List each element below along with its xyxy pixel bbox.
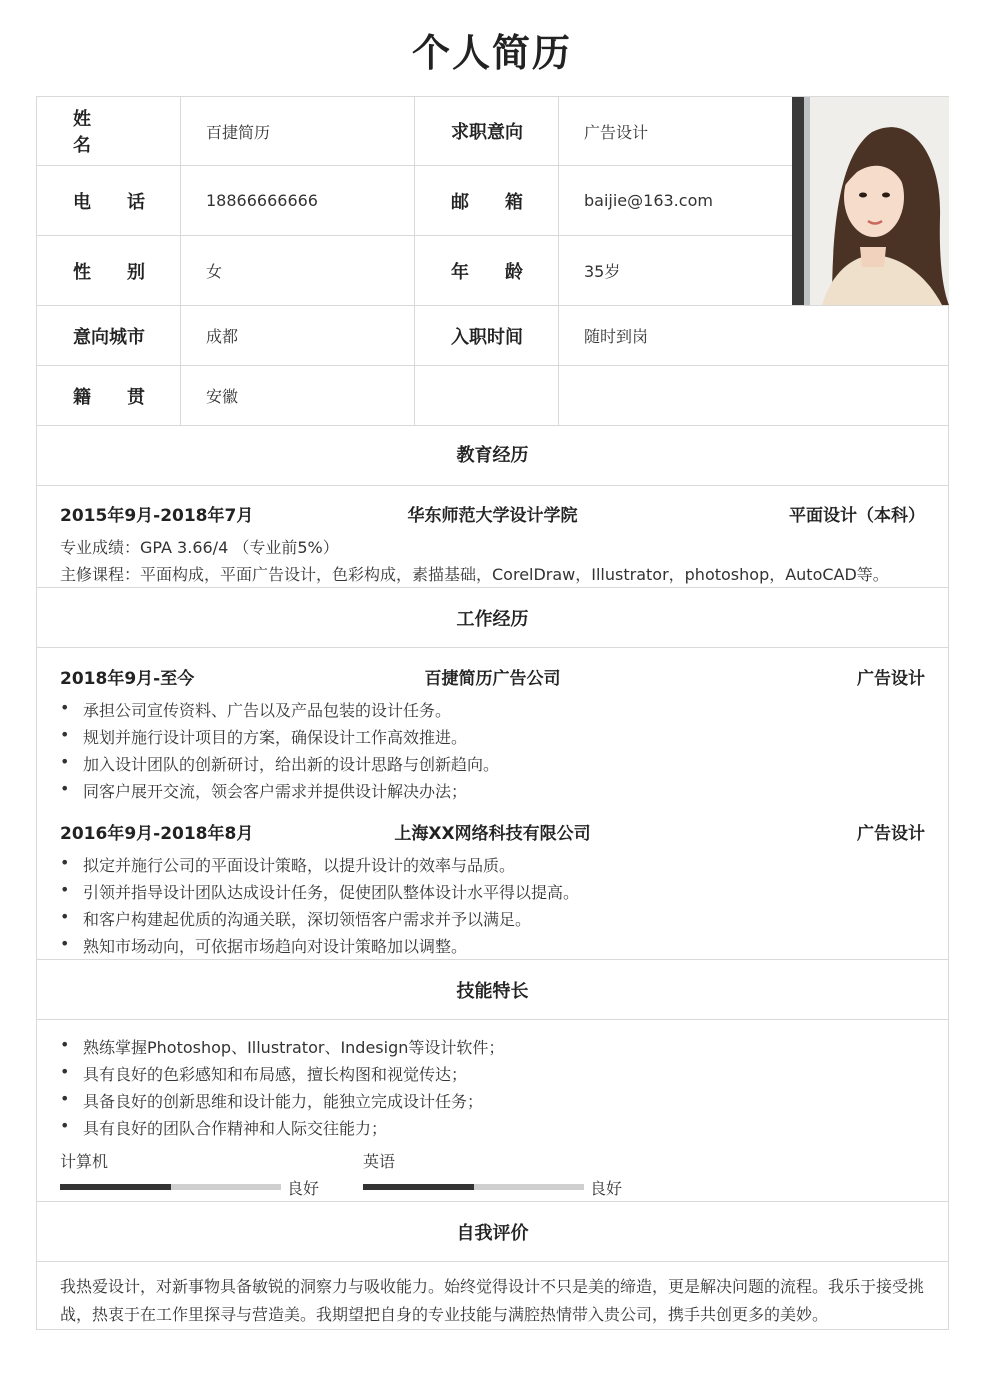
job-duty: • 承担公司宣传资料、广告以及产品包装的设计任务。: [60, 698, 451, 721]
email-value: baijie@163.com: [584, 191, 713, 210]
start-value: 随时到岗: [584, 327, 649, 346]
portrait-illustration: [792, 97, 949, 305]
phone-value: 18866666666: [206, 191, 318, 210]
start-label: 入职时间: [451, 326, 523, 348]
gender-label: 性 别: [73, 261, 145, 283]
job-duty: • 拟定并施行公司的平面设计策略，以提升设计的效率与品质。: [60, 853, 515, 876]
skill-computer-name: 计算机: [60, 1152, 109, 1171]
origin-value: 安徽: [206, 387, 239, 406]
skill-computer-bar-fill: [60, 1184, 171, 1190]
skill-english-level: 良好: [590, 1179, 623, 1198]
intention-label: 求职意向: [451, 122, 523, 143]
job-duty: • 引领并指导设计团队达成设计任务，促使团队整体设计水平得以提高。: [60, 880, 579, 903]
self-eval-text: 我热爱设计，对新事物具备敏锐的洞察力与吸收能力。始终觉得设计不只是美的缔造，更是解决问题的流程。我乐于接受挑战，热衷于在工作里探寻与营造美。我期望把自身的专业技能与满腔热情带入贵公司，携手共创更多的美妙。: [60, 1277, 925, 1324]
self-eval-heading: 自我评价: [456, 1223, 529, 1244]
job-row: [60, 819, 925, 845]
education-courses: 主修课程：平面构成，平面广告设计，色彩构成，素描基础，CorelDraw，Illustrator，photoshop，AutoCAD等。: [60, 565, 889, 584]
skill-computer-level: 良好: [287, 1179, 320, 1198]
job-title: 广告设计: [857, 669, 925, 689]
skill-english-name: 英语: [363, 1152, 396, 1171]
skill-computer-bar: [60, 1184, 281, 1190]
job-row: [60, 664, 925, 690]
skill-item: • 具有良好的团队合作精神和人际交往能力；: [60, 1116, 387, 1139]
work-heading: 工作经历: [456, 609, 529, 630]
name-value: 百捷简历: [206, 122, 271, 142]
page-title: 个人简历: [411, 31, 572, 75]
education-school: 华东师范大学设计学院: [407, 506, 578, 526]
education-row: [60, 501, 925, 527]
skill-english-bar: [363, 1184, 584, 1190]
phone-label: 电 话: [73, 191, 145, 213]
job-period: 2016年9月-2018年8月: [60, 824, 254, 844]
job-duty: • 和客户构建起优质的沟通关联，深切领悟客户需求并予以满足。: [60, 907, 531, 930]
age-label: 年 龄: [451, 261, 523, 283]
age-value: 35岁: [584, 262, 621, 281]
skill-english-bar-fill: [363, 1184, 474, 1190]
intention-value: 广告设计: [584, 122, 649, 142]
skill-item: • 熟练掌握Photoshop、Illustrator、Indesign等设计软件；: [60, 1035, 504, 1058]
city-value: 成都: [206, 327, 239, 346]
skills-heading: 技能特长: [456, 981, 529, 1002]
email-label: 邮 箱: [451, 191, 523, 213]
education-major: 平面设计（本科）: [789, 506, 925, 526]
gender-value: 女: [206, 262, 223, 281]
education-gpa: 专业成绩：GPA 3.66/4 （专业前5%）: [60, 538, 339, 557]
skill-item: • 具有良好的色彩感知和布局感，擅长构图和视觉传达；: [60, 1062, 467, 1085]
profile-photo: [792, 97, 949, 305]
job-duty: • 同客户展开交流，领会客户需求并提供设计解决办法；: [60, 779, 467, 802]
job-title: 广告设计: [857, 824, 925, 844]
resume-sheet: [36, 96, 949, 1330]
education-period: 2015年9月-2018年7月: [60, 506, 254, 526]
name-label: 姓 名: [73, 109, 127, 156]
job-duty: • 熟知市场动向，可依据市场趋向对设计策略加以调整。: [60, 934, 467, 957]
origin-label: 籍 贯: [73, 386, 145, 408]
job-company: 百捷简历广告公司: [424, 669, 561, 689]
city-label: 意向城市: [73, 326, 145, 348]
job-period: 2018年9月-至今: [60, 669, 195, 689]
skill-item: • 具备良好的创新思维和设计能力，能独立完成设计任务；: [60, 1089, 483, 1112]
job-duty: • 规划并施行设计项目的方案，确保设计工作高效推进。: [60, 725, 467, 748]
job-duty: • 加入设计团队的创新研讨，给出新的设计思路与创新趋向。: [60, 752, 499, 775]
education-heading: 教育经历: [456, 445, 529, 466]
job-company: 上海XX网络科技有限公司: [394, 824, 591, 844]
